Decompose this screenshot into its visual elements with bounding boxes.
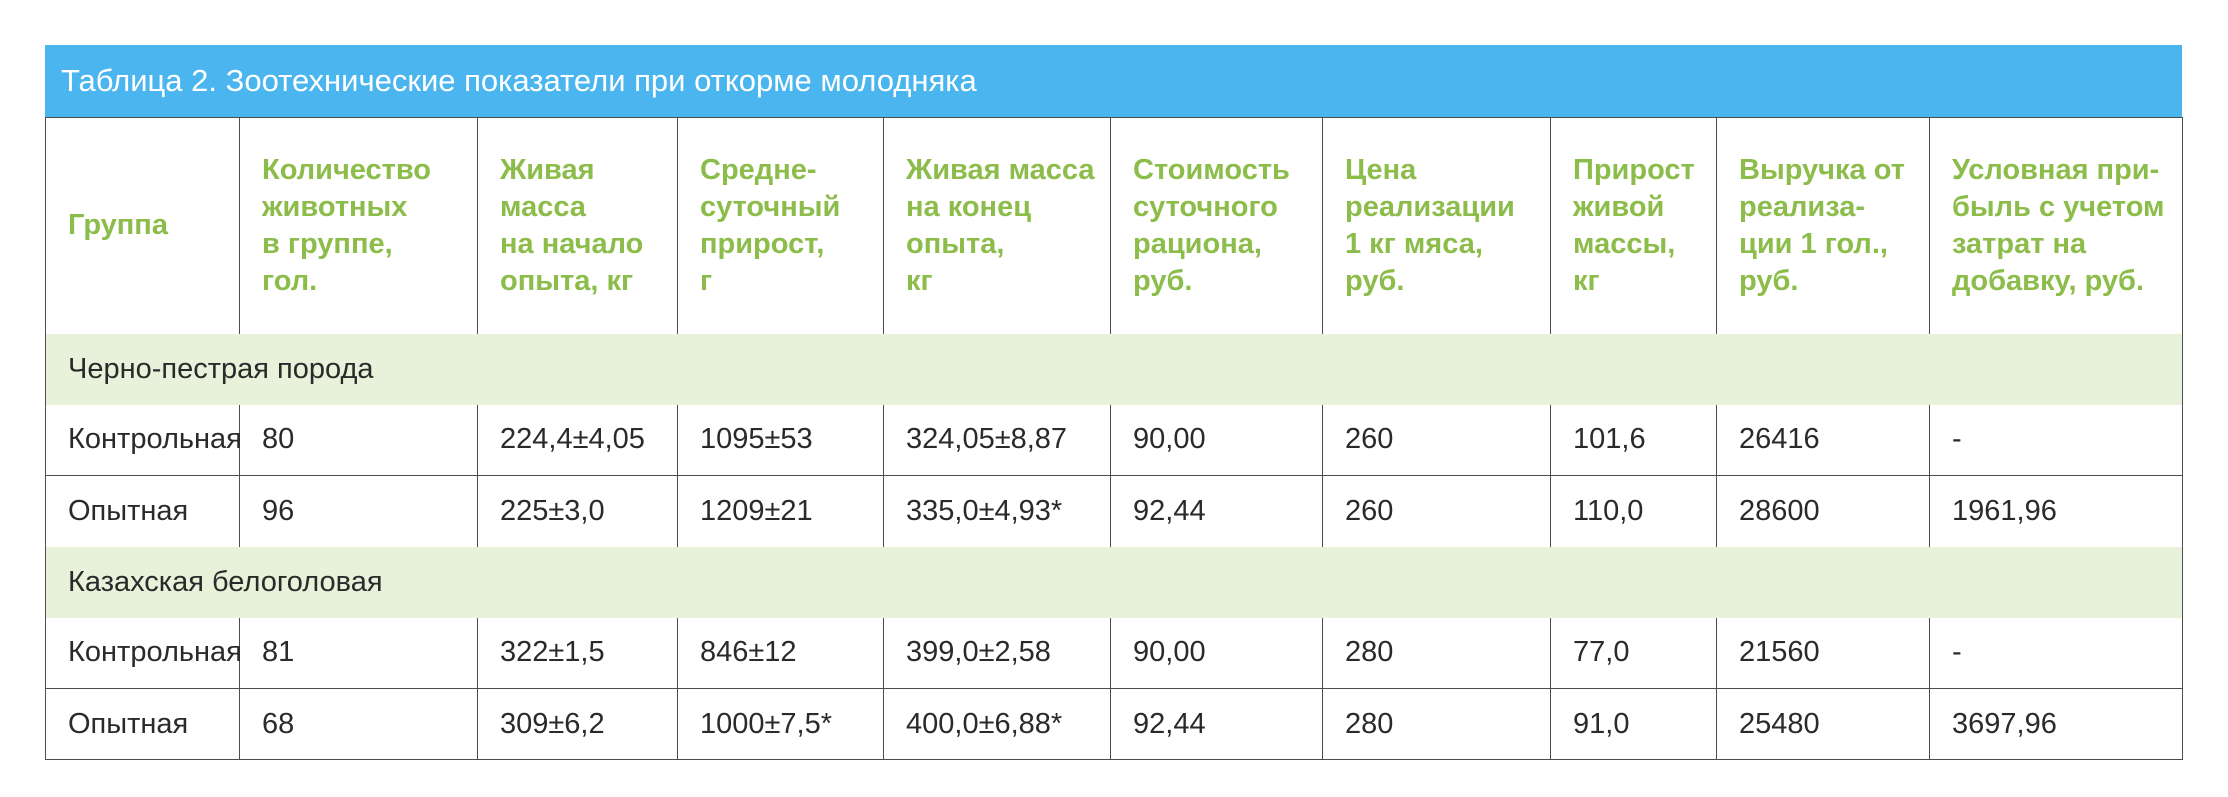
table-cell: 400,0±6,88* (884, 689, 1111, 760)
table-row (46, 476, 2183, 547)
table-container (45, 45, 2182, 760)
table-cell: 101,6 (1551, 405, 1717, 476)
table-row (46, 405, 2183, 476)
table-cell: 309±6,2 (478, 689, 678, 760)
column-header-group: Группа (46, 118, 240, 334)
table-cell: Опытная (46, 689, 240, 760)
column-header-animal-count: Количество животных в группе, гол. (240, 118, 478, 334)
table-cell: Опытная (46, 476, 240, 547)
table-cell: 80 (240, 405, 478, 476)
table-cell: 1000±7,5* (678, 689, 884, 760)
table-cell: 96 (240, 476, 478, 547)
table-cell: 91,0 (1551, 689, 1717, 760)
table-cell: 846±12 (678, 618, 884, 689)
group-label: Черно-пестрая порода (46, 334, 2183, 405)
table-title: Таблица 2. Зоотехнические показатели при откорме молодняка (45, 45, 2182, 117)
table-cell: - (1930, 618, 2183, 689)
table-cell: Контрольная (46, 405, 240, 476)
table-cell: 260 (1323, 405, 1551, 476)
table-row (46, 689, 2183, 760)
column-header-start-weight: Живая масса на начало опыта, кг (478, 118, 678, 334)
table-cell: 92,44 (1111, 689, 1323, 760)
table-cell: 224,4±4,05 (478, 405, 678, 476)
column-header-weight-gain: Прирост живой массы, кг (1551, 118, 1717, 334)
table-cell: 68 (240, 689, 478, 760)
column-header-revenue: Выручка от реализа- ции 1 гол., руб. (1717, 118, 1930, 334)
table-cell: 92,44 (1111, 476, 1323, 547)
table-cell: Контрольная (46, 618, 240, 689)
table-cell: - (1930, 405, 2183, 476)
header-row (46, 118, 2183, 334)
table-cell: 25480 (1717, 689, 1930, 760)
table-cell: 1209±21 (678, 476, 884, 547)
table-cell: 90,00 (1111, 405, 1323, 476)
table-cell: 324,05±8,87 (884, 405, 1111, 476)
column-header-end-weight: Живая масса на конец опыта, кг (884, 118, 1111, 334)
column-header-daily-gain: Средне- суточный прирост, г (678, 118, 884, 334)
table-cell: 90,00 (1111, 618, 1323, 689)
table-cell: 21560 (1717, 618, 1930, 689)
table-cell: 1961,96 (1930, 476, 2183, 547)
column-header-ration-cost: Стоимость суточного рациона, руб. (1111, 118, 1323, 334)
table-cell: 322±1,5 (478, 618, 678, 689)
table-cell: 77,0 (1551, 618, 1717, 689)
table-cell: 81 (240, 618, 478, 689)
group-label: Казахская белоголовая (46, 547, 2183, 618)
table-cell: 225±3,0 (478, 476, 678, 547)
table-cell: 26416 (1717, 405, 1930, 476)
table-cell: 260 (1323, 476, 1551, 547)
table-cell: 399,0±2,58 (884, 618, 1111, 689)
table-cell: 28600 (1717, 476, 1930, 547)
data-table (45, 117, 2183, 760)
table-cell: 280 (1323, 689, 1551, 760)
table-row (46, 618, 2183, 689)
group-row (46, 334, 2183, 405)
group-row (46, 547, 2183, 618)
table-cell: 110,0 (1551, 476, 1717, 547)
table-cell: 3697,96 (1930, 689, 2183, 760)
table-cell: 335,0±4,93* (884, 476, 1111, 547)
table-cell: 1095±53 (678, 405, 884, 476)
column-header-profit: Условная при- быль с учетом затрат на добавку, руб. (1930, 118, 2183, 334)
table-cell: 280 (1323, 618, 1551, 689)
column-header-meat-price: Цена реализации 1 кг мяса, руб. (1323, 118, 1551, 334)
